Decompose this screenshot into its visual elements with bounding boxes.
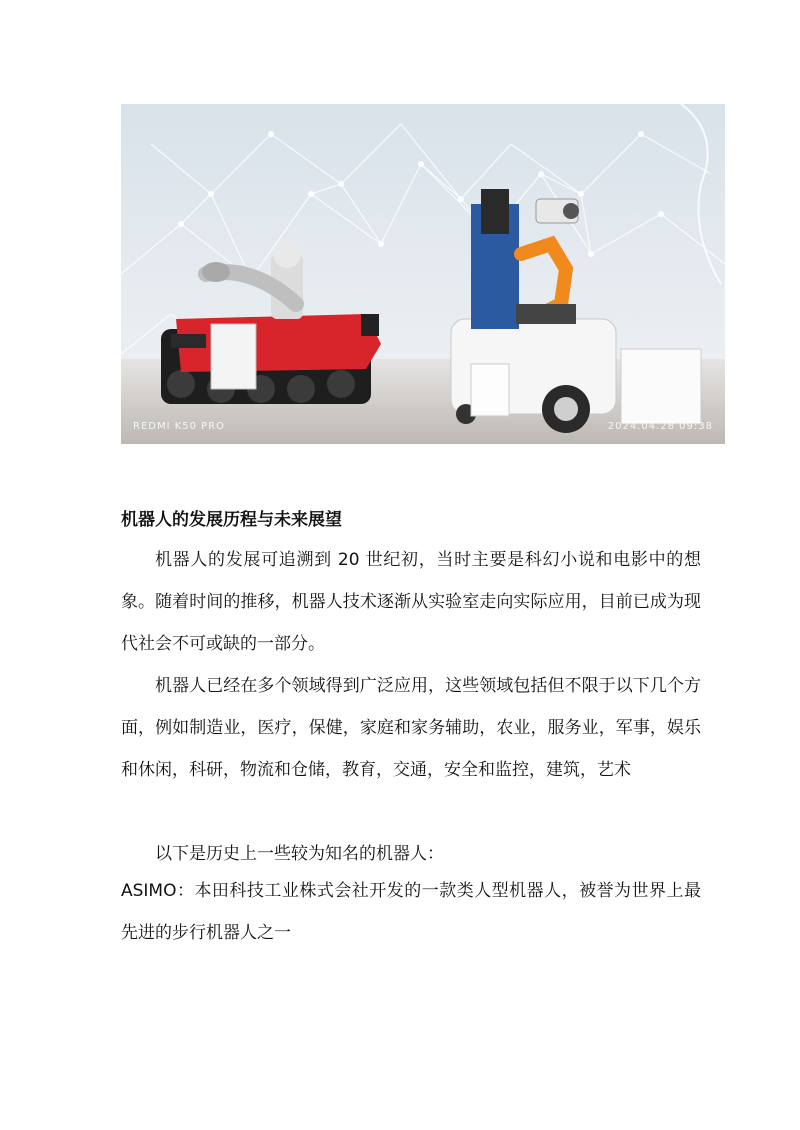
article-heading: 机器人的发展历程与未来展望: [121, 510, 342, 530]
paragraph-history: 机器人的发展可追溯到 20 世纪初，当时主要是科幻小说和电影中的想象。随着时间的推移，机器人技术逐渐从实验室走向实际应用，目前已成为现代社会不可或缺的一部分。: [121, 550, 701, 654]
paragraph-asimo: ASIMO：本田科技工业株式会社开发的一款类人型机器人，被誉为世界上最先进的步行机器人之一: [121, 881, 701, 943]
paragraph-famous-intro: 以下是历史上一些较为知名的机器人：: [155, 844, 444, 864]
paragraph-applications: 机器人已经在多个领域得到广泛应用，这些领域包括但不限于以下几个方面，例如制造业，医疗，保健，家庭和家务辅助，农业，服务业，军事，娱乐和休闲，科研，物流和仓储，教育，交通，安全和监控，建筑，艺术: [121, 676, 701, 780]
timestamp-watermark: 2024.04.28 09:38: [607, 421, 713, 432]
device-watermark: REDMI K50 PRO: [133, 421, 226, 432]
robot-exhibition-photo: [121, 104, 725, 444]
robot-photo-illustration: [121, 104, 725, 444]
